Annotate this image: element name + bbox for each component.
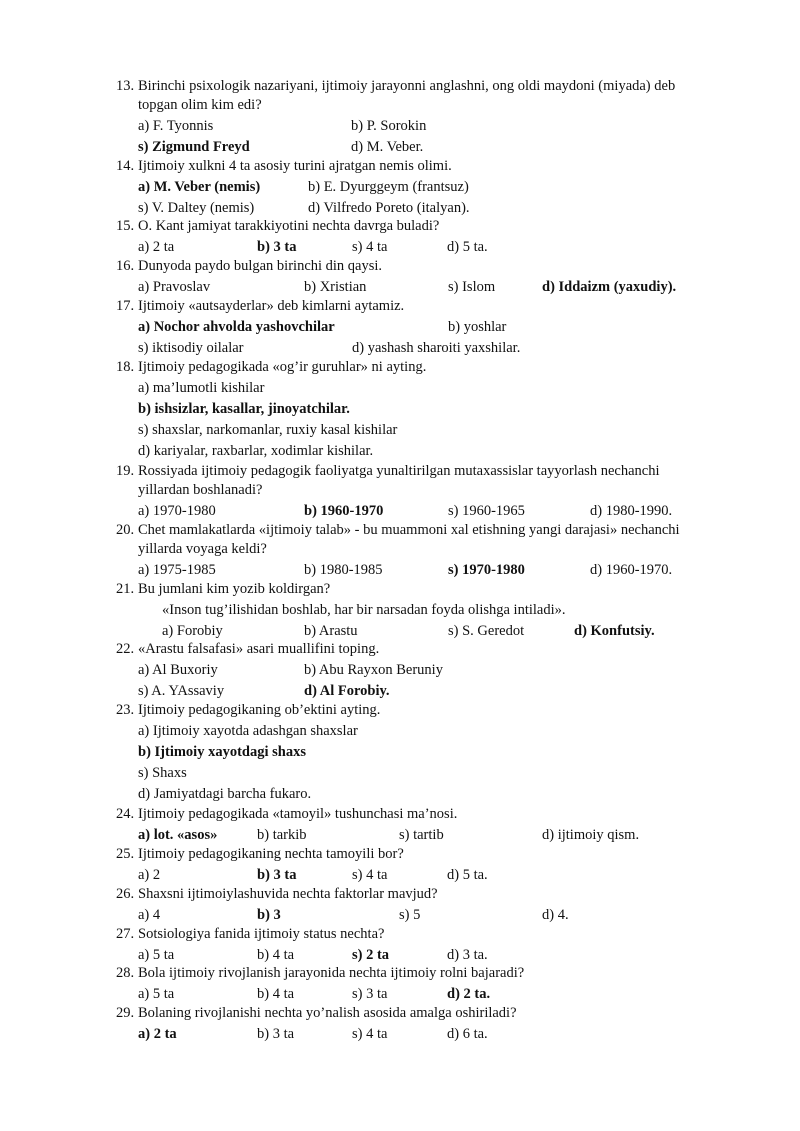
option-b-answer: b) ishsizlar, kasallar, jinoyatchilar.: [138, 401, 350, 417]
option-d: d) Jamiyatdagi barcha fukaro.: [138, 786, 312, 802]
option-s: s) V. Daltey (nemis): [138, 200, 255, 216]
option-s: s) shaxslar, narkomanlar, ruxiy kasal kishilar: [138, 422, 398, 438]
option-b: b) Abu Rayxon Beruniy: [304, 662, 443, 678]
question-text: Ijtimoiy «autsayderlar» deb kimlarni aytamiz.: [138, 298, 405, 314]
option-d: d) 6 ta.: [447, 1026, 488, 1042]
question-number: 24.: [116, 806, 135, 822]
question-text: Shaxsni ijtimoiylashuvida nechta faktorlar mavjud?: [138, 886, 438, 902]
option-b: b) Arastu: [304, 623, 358, 639]
option-a-answer: a) 2 ta: [138, 1026, 177, 1042]
question-text: yillarda voyaga keldi?: [138, 541, 267, 557]
question-text: Dunyoda paydo bulgan birinchi din qaysi.: [138, 258, 383, 274]
question-14: [116, 157, 756, 218]
option-s: s) tartib: [399, 827, 444, 843]
question-text: Rossiyada ijtimoiy pedagogik faoliyatga yunaltirilgan mutaxassislar tayyorlash nechanchi: [138, 463, 660, 479]
option-s: s) 4 ta: [352, 1026, 388, 1042]
question-25: [116, 845, 756, 885]
question-19: [116, 462, 756, 521]
question-text: Bu jumlani kim yozib koldirgan?: [138, 581, 331, 597]
option-d: d) 1980-1990.: [590, 503, 673, 519]
question-number: 26.: [116, 886, 135, 902]
option-b-answer: b) 3 ta: [257, 867, 297, 883]
option-a: a) Al Buxoriy: [138, 662, 218, 678]
question-number: 15.: [116, 218, 135, 234]
question-text: Ijtimoiy pedagogikaning ob’ektini ayting.: [138, 702, 381, 718]
question-number: 29.: [116, 1005, 135, 1021]
option-s: s) 4 ta: [352, 867, 388, 883]
option-d: d) 4.: [542, 907, 569, 923]
option-a: a) ma’lumotli kishilar: [138, 380, 265, 396]
question-number: 20.: [116, 522, 135, 538]
option-a: a) 5 ta: [138, 947, 175, 963]
question-number: 13.: [116, 78, 135, 94]
question-21: [116, 580, 756, 641]
question-text: Ijtimoiy xulkni 4 ta asosiy turini ajratgan nemis olimi.: [138, 158, 452, 174]
question-text: O. Kant jamiyat tarakkiyotini nechta davrga buladi?: [138, 218, 440, 234]
option-d: d) 1960-1970.: [590, 562, 673, 578]
question-23: [116, 701, 756, 804]
question-22: [116, 640, 756, 701]
question-17: [116, 297, 756, 358]
option-s-answer: s) Zigmund Freyd: [138, 139, 250, 155]
option-s: s) S. Geredot: [448, 623, 525, 639]
option-b: b) 4 ta: [257, 986, 295, 1002]
question-26: [116, 885, 756, 925]
quote-text: «Inson tug’ilishidan boshlab, har bir narsadan foyda olishga intiladi».: [162, 602, 566, 618]
option-a-answer: a) lot. «asos»: [138, 827, 218, 843]
option-a: a) 1975-1985: [138, 562, 216, 578]
option-d: d) ijtimoiy qism.: [542, 827, 640, 843]
option-a: a) 1970-1980: [138, 503, 216, 519]
option-b: b) 4 ta: [257, 947, 295, 963]
question-text: Ijtimoiy pedagogikada «tamoyil» tushunchasi ma’nosi.: [138, 806, 458, 822]
question-15: [116, 217, 756, 257]
option-d: d) 3 ta.: [447, 947, 488, 963]
option-d-answer: d) Iddaizm (yaxudiy).: [542, 279, 677, 295]
question-number: 18.: [116, 359, 135, 375]
question-text: topgan olim kim edi?: [138, 97, 262, 113]
option-b: b) Xristian: [304, 279, 367, 295]
option-a: a) Forobiy: [162, 623, 223, 639]
question-text: Ijtimoiy pedagogikaning nechta tamoyili bor?: [138, 846, 404, 862]
option-d-answer: d) Al Forobiy.: [304, 683, 390, 699]
question-number: 25.: [116, 846, 135, 862]
option-b: b) tarkib: [257, 827, 307, 843]
option-a: a) Pravoslav: [138, 279, 211, 295]
option-b: b) E. Dyurggeym (frantsuz): [308, 179, 469, 195]
option-d: d) 5 ta.: [447, 867, 488, 883]
option-s: s) 3 ta: [352, 986, 388, 1002]
option-d-answer: d) Konfutsiy.: [574, 623, 655, 639]
option-b: b) 1980-1985: [304, 562, 383, 578]
option-s: s) iktisodiy oilalar: [138, 340, 244, 356]
question-number: 28.: [116, 965, 135, 981]
option-d: d) 5 ta.: [447, 239, 488, 255]
question-24: [116, 805, 756, 845]
question-29: [116, 1004, 756, 1044]
option-a: a) 2 ta: [138, 239, 175, 255]
question-number: 21.: [116, 581, 135, 597]
question-number: 19.: [116, 463, 135, 479]
question-text: yillardan boshlanadi?: [138, 482, 263, 498]
option-s-answer: s) 1970-1980: [448, 562, 525, 578]
question-18: [116, 358, 756, 461]
question-number: 22.: [116, 641, 135, 657]
option-b: b) 3 ta: [257, 1026, 295, 1042]
question-text: «Arastu falsafasi» asari muallifini toping.: [138, 641, 380, 657]
option-s: s) 1960-1965: [448, 503, 525, 519]
option-b: b) P. Sorokin: [351, 118, 427, 134]
option-s: s) 5: [399, 907, 421, 923]
option-d: d) Vilfredo Poreto (italyan).: [308, 200, 470, 216]
question-text: Birinchi psixologik nazariyani, ijtimoiy jarayonni anglashni, ong oldi maydoni (miyada) deb: [138, 78, 676, 94]
question-text: Bolaning rivojlanishi nechta yo’nalish asosida amalga oshiriladi?: [138, 1005, 517, 1021]
option-a: a) F. Tyonnis: [138, 118, 214, 134]
question-text: Bola ijtimoiy rivojlanish jarayonida nechta ijtimoiy rolni bajaradi?: [138, 965, 525, 981]
question-text: Chet mamlakatlarda «ijtimoiy talab» - bu muammoni xal etishning yangi darajasi» nechanchi: [138, 522, 680, 538]
option-s: s) Shaxs: [138, 765, 187, 781]
option-d: d) kariyalar, raxbarlar, xodimlar kishilar.: [138, 443, 374, 459]
option-d-answer: d) 2 ta.: [447, 986, 491, 1002]
option-s-answer: s) 2 ta: [352, 947, 390, 963]
option-b-answer: b) Ijtimoiy xayotdagi shaxs: [138, 744, 306, 760]
option-b-answer: b) 3: [257, 907, 281, 923]
question-16: [116, 257, 756, 297]
question-number: 23.: [116, 702, 135, 718]
question-text: Ijtimoiy pedagogikada «og’ir guruhlar» ni ayting.: [138, 359, 427, 375]
option-s: s) 4 ta: [352, 239, 388, 255]
option-s: s) Islom: [448, 279, 496, 295]
question-number: 17.: [116, 298, 135, 314]
option-a: a) 2: [138, 867, 161, 883]
question-number: 16.: [116, 258, 135, 274]
question-20: [116, 521, 756, 580]
option-a: a) Ijtimoiy xayotda adashgan shaxslar: [138, 723, 358, 739]
option-b-answer: b) 3 ta: [257, 239, 297, 255]
option-s: s) A. YAssaviy: [138, 683, 225, 699]
question-28: [116, 964, 756, 1004]
option-b-answer: b) 1960-1970: [304, 503, 384, 519]
option-b: b) yoshlar: [448, 319, 507, 335]
question-27: [116, 925, 756, 965]
question-text: Sotsiologiya fanida ijtimoiy status nechta?: [138, 926, 385, 942]
option-a-answer: a) Nochor ahvolda yashovchilar: [138, 319, 335, 335]
question-number: 27.: [116, 926, 135, 942]
question-13: [116, 77, 756, 157]
option-a: a) 5 ta: [138, 986, 175, 1002]
option-a-answer: a) M. Veber (nemis): [138, 179, 261, 195]
option-d: d) yashash sharoiti yaxshilar.: [352, 340, 521, 356]
option-a: a) 4: [138, 907, 161, 923]
option-d: d) M. Veber.: [351, 139, 424, 155]
question-number: 14.: [116, 158, 135, 174]
